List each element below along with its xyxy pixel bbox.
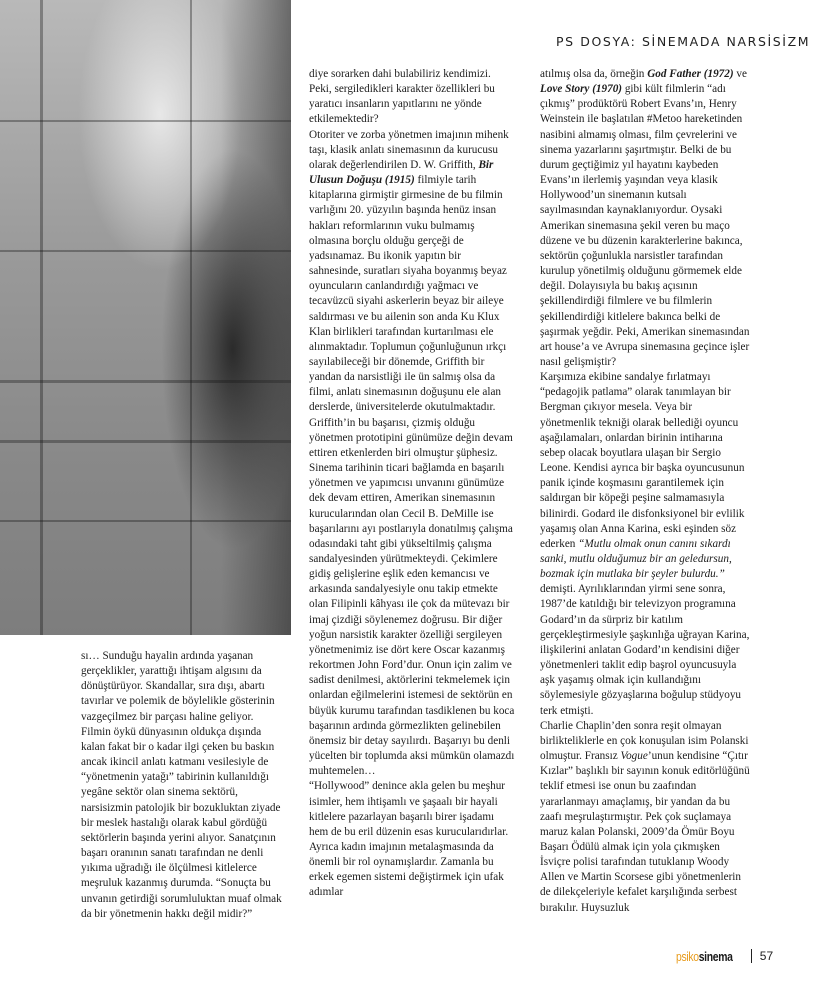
paragraph: Otoriter ve zorba yönetmen imajının mihenk taşı, klasik anlatı sinemasının da kurucusu olarak değerlendirilen D. W. Griffith, Bir Ulusun Doğuşu (1915) filmiyle tarih kitaplarına girmiştir girmesine de bu filmin varlığını 20. yüzyılın başında henüz insan hakları reformlarının vuku bulmamış olmasına borçlu olduğu gerçeği de yadsınamaz. Bu ikonik yapıtın bir sahnesinde, suratları siyaha boyanmış beyaz oyuncuların canlandırdığı yağmacı ve tecavüzcü siyahi askerlerin beyaz bir aileye saldırması ve bu ailenin son anda Ku Klux Klan birlikleri tarafından kurtarılması ele alınmaktadır. Toplumun çoğunluğunun ırkçı sayılabileceği bir dönemde, Griffith bir yandan da narsistliği ile ün salmış olsa da filmi, anlatı sinemasının doğuşunu ele alan derslerde, üniversitelerde okutulmaktadır. Griffith’in bu başarısı, çizmiş olduğu yönetmen prototipini günümüze değin devam ettiren etkenlerden biri olmuştur şüphesiz. [309, 128, 513, 459]
film-title: God Father (1972) [647, 68, 734, 80]
paragraph: Charlie Chaplin’den sonra reşit olmayan birlikteliklerle en çok konuşulan isim Polanski olmuştur. Fransız Vogue’unun kendisine “Çıtır Kızlar” başlıklı bir sayının konuk editörlüğünü teklif etmesi ise onun bu zaafından yararlanmayı amaçlamış, bir yandan da bu zaafı meşrulaştırmıştır. Pek çok suçlamaya maruz kalan Polanski, 2009’da Ömür Boyu Başarı Ödülü almak için yola çıkmışken İsviçre polisi tarafından tutuklanıp Woody Allen ve Martin Scorsese gibi yönetmenlerin de dilekçeleriyle kefalet karşılığında serbest bırakılır. Huysuzluk [540, 719, 750, 914]
brand-logo: psikosinema [676, 948, 733, 964]
film-title: Bir Ulusun Doğuşu (1915) [309, 158, 494, 187]
paragraph: diye sorarken dahi bulabiliriz kendimizi. Peki, sergiledikleri karakter özellikleri bu yaratıcı insanların yapıtlarını ne yönde etkilemektedir? [309, 68, 495, 126]
page-footer [676, 948, 773, 964]
text-column-1 [81, 649, 285, 922]
film-title: Love Story (1970) [540, 83, 623, 96]
tiled-wall-photo [0, 0, 291, 635]
paragraph: “Hollywood” denince akla gelen bu meşhur isimler, hem ihtişamlı ve şaşaalı bir hayali kitlelere pazarlayan başarılı birer işadamı hem de bu eril düzenin esas kurucularıdırlar. Ayrıca kadın imajının metalaşmasında da önemli bir rol oynamışlardır. Zamanla bu erkek egemen sistemi değiştirmek için ufak adımlar [309, 780, 509, 899]
section-header: PS DOSYA: SİNEMADA NARSİSİZM [556, 34, 811, 49]
magazine-name: Vogue [620, 750, 648, 763]
text-column-3 [540, 67, 750, 916]
paragraph: sı… Sunduğu hayalin ardında yaşanan gerçeklikler, yarattığı ihtişam algısını da dönüştürüyor. Skandallar, sıra dışı, abartı tavırlar ve polemik de böylelikle gösterinin vazgeçilmez bir parçası haline geliyor. Filmin öykü dünyasının oldukça dışında kalan fakat bir o kadar ilgi çeken bu baskın ancak ikincil anlatı katmanı vesilesiyle de “yönetmenin yatağı” tabirinin kullanıldığı yegâne sektör olan sinema sektörü, narsisizmin patolojik bir bozukluktan ziyade bir meslek hastalığı olarak kabul gördüğü sektörlerin başında yerini alıyor. Sanatçının başarı oranının sanatı tarafından ne denli yıkıma uğradığı ile ölçülmesi kitlelerce meşruluk kazanmış durumda. “Sonuçta bu unvanın getirdiği sorumluluktan muaf olmak da bir yönetmenin hakkı değil midir?” [81, 650, 282, 920]
quote: “Mutlu olmak onun canını sıkardı sanki, mutlu olduğumuz bir an geledursun, bozmak için mutlaka bir şeyler bulurdu.” [540, 537, 732, 581]
paragraph: Sinema tarihinin ticari bağlamda en başarılı yönetmen ve yapımcısı unvanını günümüze dek devam ettiren, Amerikan sinemasının kurucularından olan Cecil B. DeMille ise başarılarını ayı postlarıyla donatılmış çalışma odasındaki taht gibi yükseltilmiş çalışma sandalyesinden yürütmekteydi. Çekimlere gidiş gelişlerine eşlik eden kemancısı ve arkasında sandalyesiyle onu takip etmekte olan Filipinli kâhyası ile çok da mütevazı bir imaj çizdiği söylenemez doğrusu. Bir diğer yoğun narsistik karakter özelliği sergileyen yönetmenimiz ise dört kere Oscar kazanmış rekortmen John Ford’dur. Onun için zalim ve sadist denilmesi, aktörlerini tekmelemek için onlardan eğilmelerini istemesi de sektörün en büyük kurumu tarafından tasdiklenen bu koca başarının ardında görmezlikten gelinebilen önemsiz bir detay sayılırdı. Başarıyı bu denli yücelten bir toplumda aksi mümkün olamazdı muhtemelen… [309, 462, 515, 778]
text-column-2 [309, 67, 515, 901]
paragraph: Karşımıza ekibine sandalye fırlatmayı “pedagojik patlama” olarak tanımlayan bir Bergman çıkıyor mesela. Veya bir yönetmenlik tekniği olarak bellediği oyuncu aşağılamaları, onlardan birinin intiharına sebep olacak boyutlara ulaşan bir Sergio Leone. Kendisi ayrıca bir başka oyuncusunun panik içinde koşmasını garantilemek için saldırgan bir köpeği peşine salmamasıyla bilinirdi. Godard ile disfonksiyonel bir evlilik yaşamış olan Anna Karina, eski eşinden söz ederken “Mutlu olmak onun canını sıkardı sanki, mutlu olduğumuz bir an geledursun, bozmak için mutlaka bir şeyler bulurdu.” demişti. Ayrılıklarından yirmi sene sonra, 1987’de katıldığı bir televizyon programına Godard’ın da sürpriz bir katılım gerçekleştirmesiyle şaşkınlığa uğrayan Karina, ilişkilerini anlatan Godard’ın kendisini diğer yönetmenleri taklit edip başrol oyuncusuyla aşk yaşamış olmak için kullandığını söylemesiyle gözyaşlarına boğulup stüdyoyu terk etmişti. [540, 371, 750, 717]
divider [751, 949, 752, 963]
page-number: 57 [759, 949, 774, 963]
paragraph: atılmış olsa da, örneğin God Father (1972) ve Love Story (1970) gibi kült filmlerin “adı çıkmış” prodüktörü Robert Evans’ın, Henry Weinstein ile başlatılan #Metoo hareketinden nasibini almamış olması, film çevrelerini ve sinema yazarlarını şaşırtmıştır. Belki de bu durum geçtiğimiz yıl hayatını kaybeden Evans’ın ilerlemiş yaşından veya klasik Hollywood’un sinemanın kutsalı sayılmasından kaynaklanıyordur. Oysaki Amerikan sinemasına şekil veren bu maço düzene ve bu düzenin karakterlerine bakınca, sektörün çoğunlukla narsistler tarafından kurulup yönetilmiş olduğunu görmemek elde değil. Dolayısıyla bu bakış açısının şekillendirdiği filmlere ve bu filmlerin şekillendirdiği kitlelere bakınca belki de şaşırmak yeğdir. Peki, Amerikan sinemasından art house’a ve Avrupa sinemasına geçince işler nasıl gelişmiştir? [540, 68, 750, 368]
